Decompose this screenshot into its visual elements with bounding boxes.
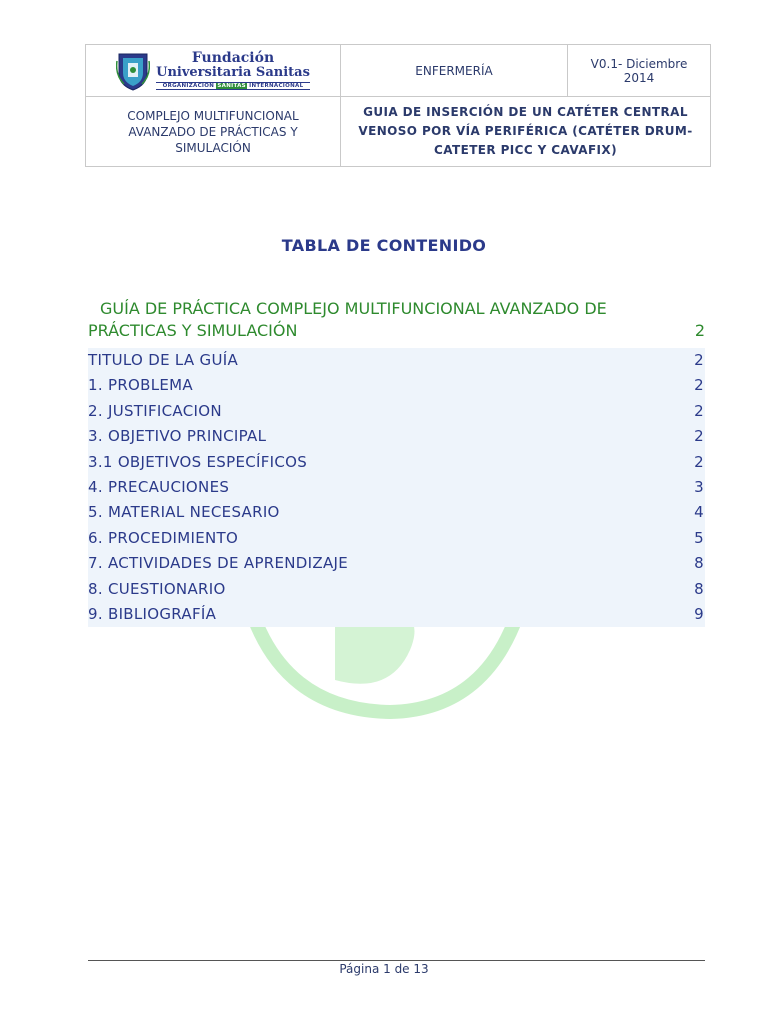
logo-name-line2: Universitaria Sanitas <box>156 65 310 80</box>
toc-entry[interactable] <box>88 348 705 373</box>
institution-logo <box>92 51 334 91</box>
toc-list <box>88 348 705 627</box>
toc-entry[interactable] <box>88 577 705 602</box>
toc-entry-page: 8 <box>694 554 704 573</box>
toc-entry-page: 5 <box>694 528 704 547</box>
toc-entry-label: 5. MATERIAL NECESARIO <box>88 503 280 522</box>
guide-title-cell: GUIA DE INSERCIÓN DE UN CATÉTER CENTRAL VENOSO POR VÍA PERIFÉRICA (CATÉTER DRUM-CATETER PICC Y CAVAFIX) <box>341 97 711 167</box>
toc-entry-page: 4 <box>694 503 704 522</box>
logo-band-highlight: SANITAS <box>217 83 246 89</box>
logo-band-post: INTERNACIONAL <box>246 83 304 89</box>
document-header <box>85 44 711 167</box>
toc-entry-label: 1. PROBLEMA <box>88 376 193 395</box>
toc-entry-label: 4. PRECAUCIONES <box>88 477 230 496</box>
toc-entry-label: 3. OBJETIVO PRINCIPAL <box>88 427 267 446</box>
toc-entry-page: 3 <box>694 477 704 496</box>
toc-main-entry[interactable] <box>88 298 705 342</box>
logo-band-pre: ORGANIZACIÓN <box>162 83 217 89</box>
toc-entry[interactable] <box>88 450 705 475</box>
toc-entry-label: 7. ACTIVIDADES DE APRENDIZAJE <box>88 554 349 573</box>
logo-name-line1: Fundación <box>191 50 275 66</box>
page-number: Página 1 de 13 <box>339 962 429 976</box>
toc-entry[interactable] <box>88 424 705 449</box>
toc-entry[interactable] <box>88 602 705 627</box>
toc-entry-page: 2 <box>694 452 704 471</box>
logo-cell <box>86 45 341 97</box>
toc-entry-page: 2 <box>694 427 704 446</box>
toc-entry-label: 9. BIBLIOGRAFÍA <box>88 604 217 623</box>
toc-entry-label: 6. PROCEDIMIENTO <box>88 528 239 547</box>
toc-entry[interactable] <box>88 475 705 500</box>
toc-entry-label: 3.1 OBJETIVOS ESPECÍFICOS <box>88 452 308 471</box>
footer-rule <box>88 960 705 961</box>
toc-entry-label: TITULO DE LA GUÍA <box>88 351 239 369</box>
toc-entry-page: 2 <box>694 351 704 369</box>
toc-main-line2: PRÁCTICAS Y SIMULACIÓN <box>88 321 298 340</box>
toc-entry-page: 9 <box>694 604 704 623</box>
toc-entry[interactable] <box>88 500 705 525</box>
version-cell: V0.1- Diciembre 2014 <box>568 45 711 97</box>
toc-entry-label: 8. CUESTIONARIO <box>88 579 226 598</box>
complejo-cell: COMPLEJO MULTIFUNCIONAL AVANZADO DE PRÁCTICAS Y SIMULACIÓN <box>86 97 341 167</box>
toc-entry-page: 2 <box>694 376 704 395</box>
shield-icon <box>116 51 150 91</box>
toc-entry[interactable] <box>88 551 705 576</box>
toc-entry[interactable] <box>88 526 705 551</box>
toc-entry-label: 2. JUSTIFICACION <box>88 401 222 420</box>
toc-entry[interactable] <box>88 399 705 424</box>
toc-main-page: 2 <box>694 321 705 340</box>
toc-entry-page: 8 <box>694 579 704 598</box>
toc-entry-page: 2 <box>694 401 704 420</box>
toc-main-line1: GUÍA DE PRÁCTICA COMPLEJO MULTIFUNCIONAL AVANZADO DE <box>100 299 607 318</box>
toc-heading: TABLA DE CONTENIDO <box>281 236 487 255</box>
toc-entry[interactable] <box>88 373 705 398</box>
area-cell: ENFERMERÍA <box>341 45 568 97</box>
logo-band <box>156 82 310 90</box>
